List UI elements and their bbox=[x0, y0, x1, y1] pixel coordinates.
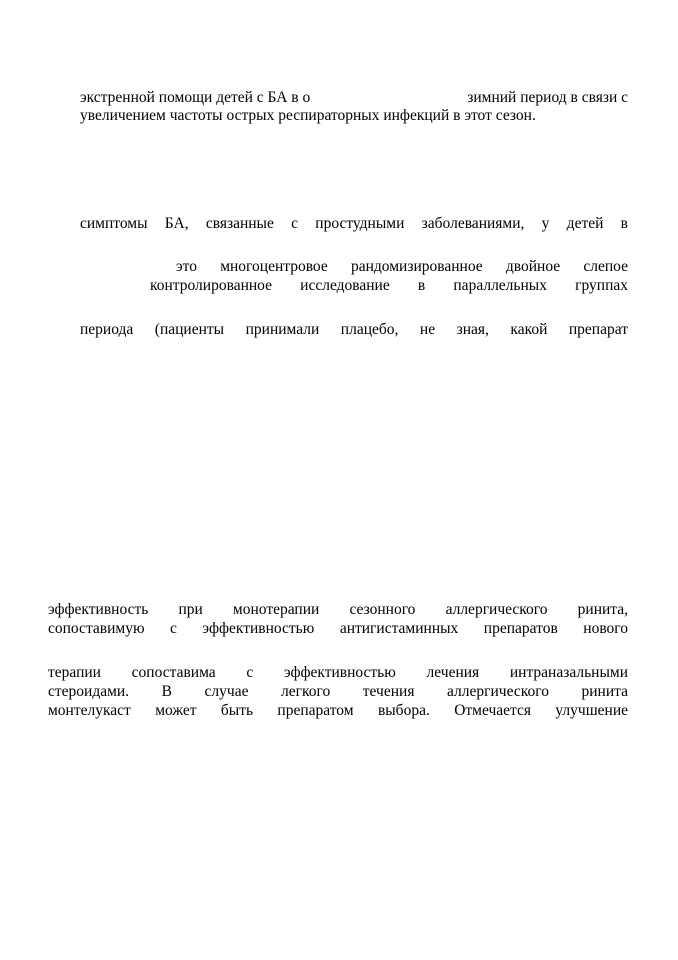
text-line: стероидами. В случае легкого течения аллергического ринита bbox=[48, 683, 628, 700]
text-line: терапии сопоставима с эффективностью лечения интраназальными bbox=[48, 664, 628, 681]
text-line: периода (пациенты принимали плацебо, не зная, какой препарат bbox=[80, 321, 628, 338]
text-line: увеличением частоты острых респираторных инфекций в этот сезон. bbox=[80, 107, 536, 124]
text-line: эффективность при монотерапии сезонного аллергического ринита, bbox=[48, 601, 628, 618]
text-line bbox=[80, 89, 628, 107]
text-line: монтелукаст может быть препаратом выбора. Отмечается улучшение bbox=[48, 702, 628, 719]
text-line: симптомы БА, связанные с простудными заболеваниями, у детей в bbox=[80, 215, 628, 232]
text-line: контролированное исследование в параллельных группах bbox=[150, 277, 628, 294]
text-line: сопоставимую с эффективностью антигистаминных препаратов нового bbox=[48, 620, 628, 637]
text-fragment: зимний период в связи с bbox=[467, 89, 628, 106]
text-fragment: экстренной помощи детей с БА в о bbox=[80, 89, 311, 106]
text-line: это многоцентровое рандомизированное двойное слепое bbox=[176, 258, 628, 275]
